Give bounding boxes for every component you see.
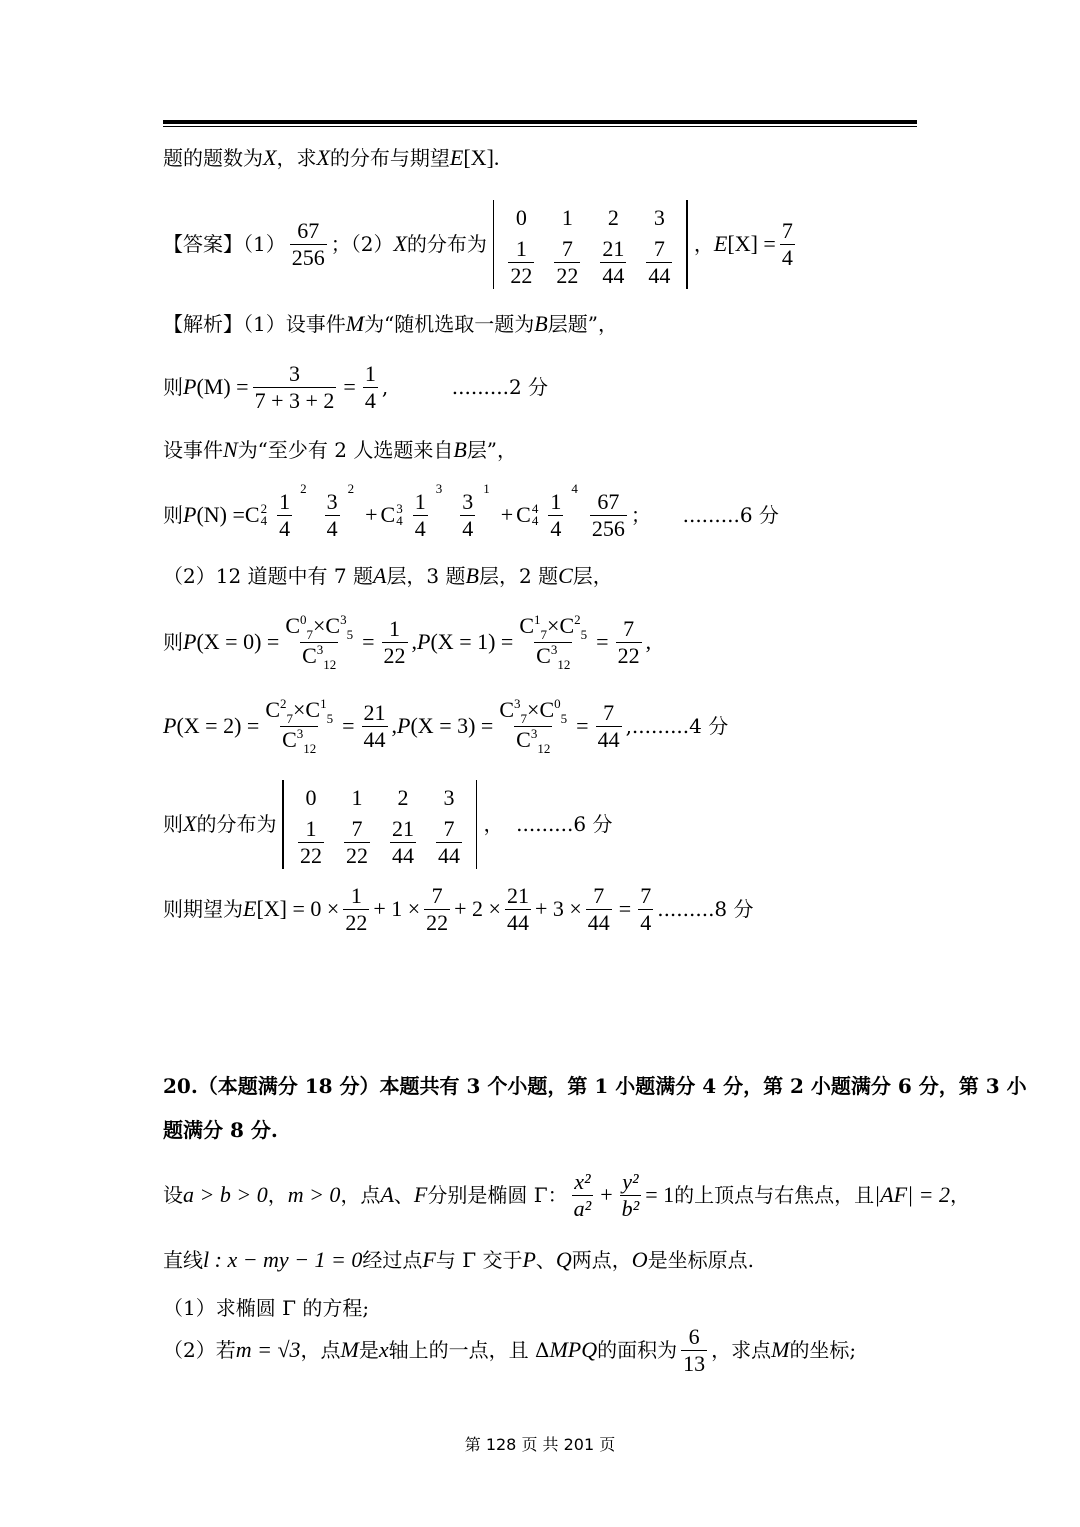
line-l-statement: 直线 l : x − my − 1 = 0 经过点 F 与 Γ 交于 P 、 Q 两点， O 是坐标原点. [163,1247,755,1272]
answer-fraction: $\frac{67}{256}$ [291,217,325,270]
question-20-header: 20.（本题满分 18 分）本题共有 3 个小题，第 1 小题满分 4 分，第 2 小题满分 6 分，第 3 小 [163,1074,1027,1098]
question-tail: 题的题数为 X ，求 X 的分布与期望 E [X]. [163,145,500,170]
expectation-formula: 则期望为 E [X] = 0 × $\frac{1}{22}$ + 1 × $\frac{7}{22}$ + 2 × $\frac{21}{44}$ + 3 × $\frac{7}{44}$ = $\frac{7}{4}$ .........8 分 [163,882,754,935]
distribution-line: 则 X 的分布为 0 1 2 3 $\frac{1}{22}$ $\frac{7}{22}$ $\frac{21}{44}$ $\frac{7}{44}$ ， .........6 分 [163,782,930,866]
question-20-header-cont: 题满分 8 分. [163,1118,278,1142]
distribution-table: 0 1 2 3 $\frac{1}{22}$ $\frac{7}{22}$ $\frac{21}{44}$ $\frac{7}{44}$ [493,200,688,289]
px01-formula: 则 P (X = 0) = $\frac{C^0_7\times C^3_5}{C^3_{12}}$ = $\frac{1}{22}$ , P (X = 1) = $\frac{C^1_7\times C^2_5}{C^3_{12}}$ = $\frac{7}{22}$ , [163,611,652,672]
distribution-table-2: 0 1 2 3 $\frac{1}{22}$ $\frac{7}{22}$ $\frac{21}{44}$ $\frac{7}{44}$ [282,780,477,869]
header-rule-thin [163,126,917,127]
pn-formula: 则 P (N) = C 2 4 $\frac{1}{4}$ 2 $\frac{3}{4}$ 2 + C 3 4 $\frac{1}{4}$ 3 $\frac{3}{4}$ 1 + C 4 4 $\frac{1}{4}$ 4 $\frac{67}{256}$ ； .........6 分 [163,480,779,541]
px23-formula: P (X = 2) = $\frac{C^2_7\times C^1_5}{C^3_{12}}$ = $\frac{21}{44}$ , P (X = 3) = $\frac{C^3_7\times C^0_5}{C^3_{12}}$ = $\frac{7}{44}$ ,.........4 分 [163,695,729,756]
sub-question-2: （2）若 m = √3 ，点 M 是 x 轴上的一点，且 Δ MPQ 的面积为 $\frac{6}{13}$ ，求点 M 的坐标; [163,1323,857,1376]
header-rule-thick [163,120,917,124]
analysis-line: 【解析】（1）设事件 M 为“随机选取一题为 B 层题”， [163,311,618,336]
page-footer: 第 128 页 共 201 页 [464,1435,616,1454]
part2-intro: （2）12 道题中有 7 题 A 层，3 题 B 层，2 题 C 层， [163,563,613,588]
answer-line: 【答案】（1） $\frac{67}{256}$ ；（2） X 的分布为 0 1 2 3 $\frac{1}{22}$ $\frac{7}{22}$ $\frac{21}{44}$ $\frac{7}{44}$ ， E [X] = $\frac{7}{4}$ [163,204,930,284]
sub-question-1: （1）求椭圆 Γ 的方程; [163,1296,370,1320]
event-n-line: 设事件 N 为“至少有 2 人选题来自 B 层”， [163,437,518,462]
pm-formula: 则 P (M) = $\frac{3}{7 + 3 + 2}$ = $\frac{1}{4}$ , .........2 分 [163,360,549,413]
ellipse-condition: 设 a > b > 0 ， m > 0 ，点 A 、 F 分别是椭圆 Γ： $\frac{\text{x²}}{\text{a²}}$ + $\frac{\text{y²}}{\text{b²}}$ = 1 的上顶点与右焦点，且 |AF| = 2 ， [163,1168,970,1221]
